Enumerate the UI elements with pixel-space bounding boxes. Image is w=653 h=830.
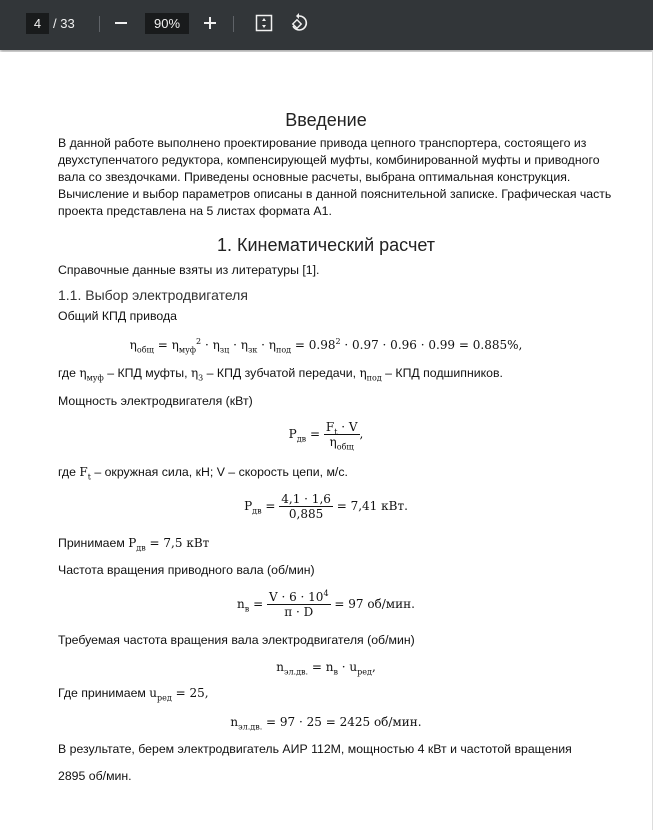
zoom-input[interactable]: 90% (145, 13, 189, 34)
paragraph: Мощность электродвигателя (кВт) (58, 394, 253, 408)
paragraph: Общий КПД привода (58, 309, 177, 323)
paragraph: В результате, берем электродвигатель АИР 112М, мощностью 4 кВт и частотой вращения (58, 742, 572, 756)
paragraph: Частота вращения приводного вала (об/мин) (58, 563, 315, 577)
intro-line: двухступенчатого редуктора, компенсирующей муфты, комбинированной муфты и приводного (58, 153, 600, 167)
rotate-icon (289, 13, 309, 33)
formula-power-value: $P_{дв}$ = $\frac{4,1 \cdot 1,6}{0,885}$ = 7,41 кВт. (244, 492, 408, 521)
intro-line: вала со звездочками. Приведены основные расчеты, выбрана оптимальная конструкция. (58, 170, 571, 184)
zoom-out-button[interactable] (110, 12, 132, 34)
zoom-in-button[interactable] (199, 12, 221, 34)
paragraph: Принимаем $P_{дв} = 7,5$ кВт (58, 536, 210, 553)
paragraph: Требуемая частота вращения вала электродвигателя (об/мин) (58, 633, 415, 647)
intro-line: проекта представлена на 5 листах формата А1. (58, 204, 332, 218)
divider (233, 16, 234, 32)
subsection-heading: 1.1. Выбор электродвигателя (58, 287, 248, 303)
intro-line: В данной работе выполнено проектирование привода цепного транспортера, состоящего из (58, 136, 587, 150)
intro-line: Вычисление и выбор параметров описаны в данной пояснительной записке. Графическая часть (58, 187, 612, 201)
fit-page-button[interactable] (253, 12, 275, 34)
paragraph: где $F_t$ – окружная сила, кН; V – скорость цепи, м/с. (58, 465, 348, 482)
formula-power: $P_{дв}$ = $\frac{F_t \cdot V}{\eta_{общ}}$ , (288, 420, 364, 452)
pdf-toolbar (0, 0, 653, 50)
divider (99, 16, 100, 32)
paragraph: Справочные данные взяты из литературы [1]. (58, 263, 320, 277)
section-heading: 1. Кинематический расчет (216, 235, 436, 255)
fit-page-icon (255, 14, 273, 32)
formula-motor-speed-value: $n_{эл.дв.} = 97 \cdot 25 = 2425$ об/мин. (230, 715, 422, 732)
intro-heading: Введение (285, 110, 367, 130)
minus-icon (114, 16, 128, 30)
rotate-button[interactable] (288, 12, 310, 34)
page-total: / 33 (53, 16, 75, 31)
formula-shaft-speed: $n_в$ = $\frac{V \cdot 6 \cdot 10^4}{\pi \cdot D}$ = 97 об/мин. (237, 589, 415, 619)
formula-motor-speed: $n_{эл.дв.} = n_в \cdot u_{ред}$, (276, 660, 376, 677)
paragraph: Где принимаем $u_{ред} = 25$, (58, 686, 209, 703)
formula-efficiency: $\eta_{общ} = \eta_{муф}^2 \cdot \eta_{зц} \cdot \eta_{зк} \cdot \eta_{под} = 0.98^2 \cdot 0.97 \cdot 0.96 \cdot 0.99 = 0.885\%$, (129, 337, 523, 355)
plus-icon (203, 16, 217, 30)
page-number-input[interactable]: 4 (26, 13, 49, 34)
paragraph: 2895 об/мин. (58, 769, 132, 783)
paragraph: где $\eta_{муф}$ – КПД муфты, $\eta_3$ – КПД зубчатой передачи, $\eta_{под}$ – КПД подшипников. (58, 366, 503, 383)
